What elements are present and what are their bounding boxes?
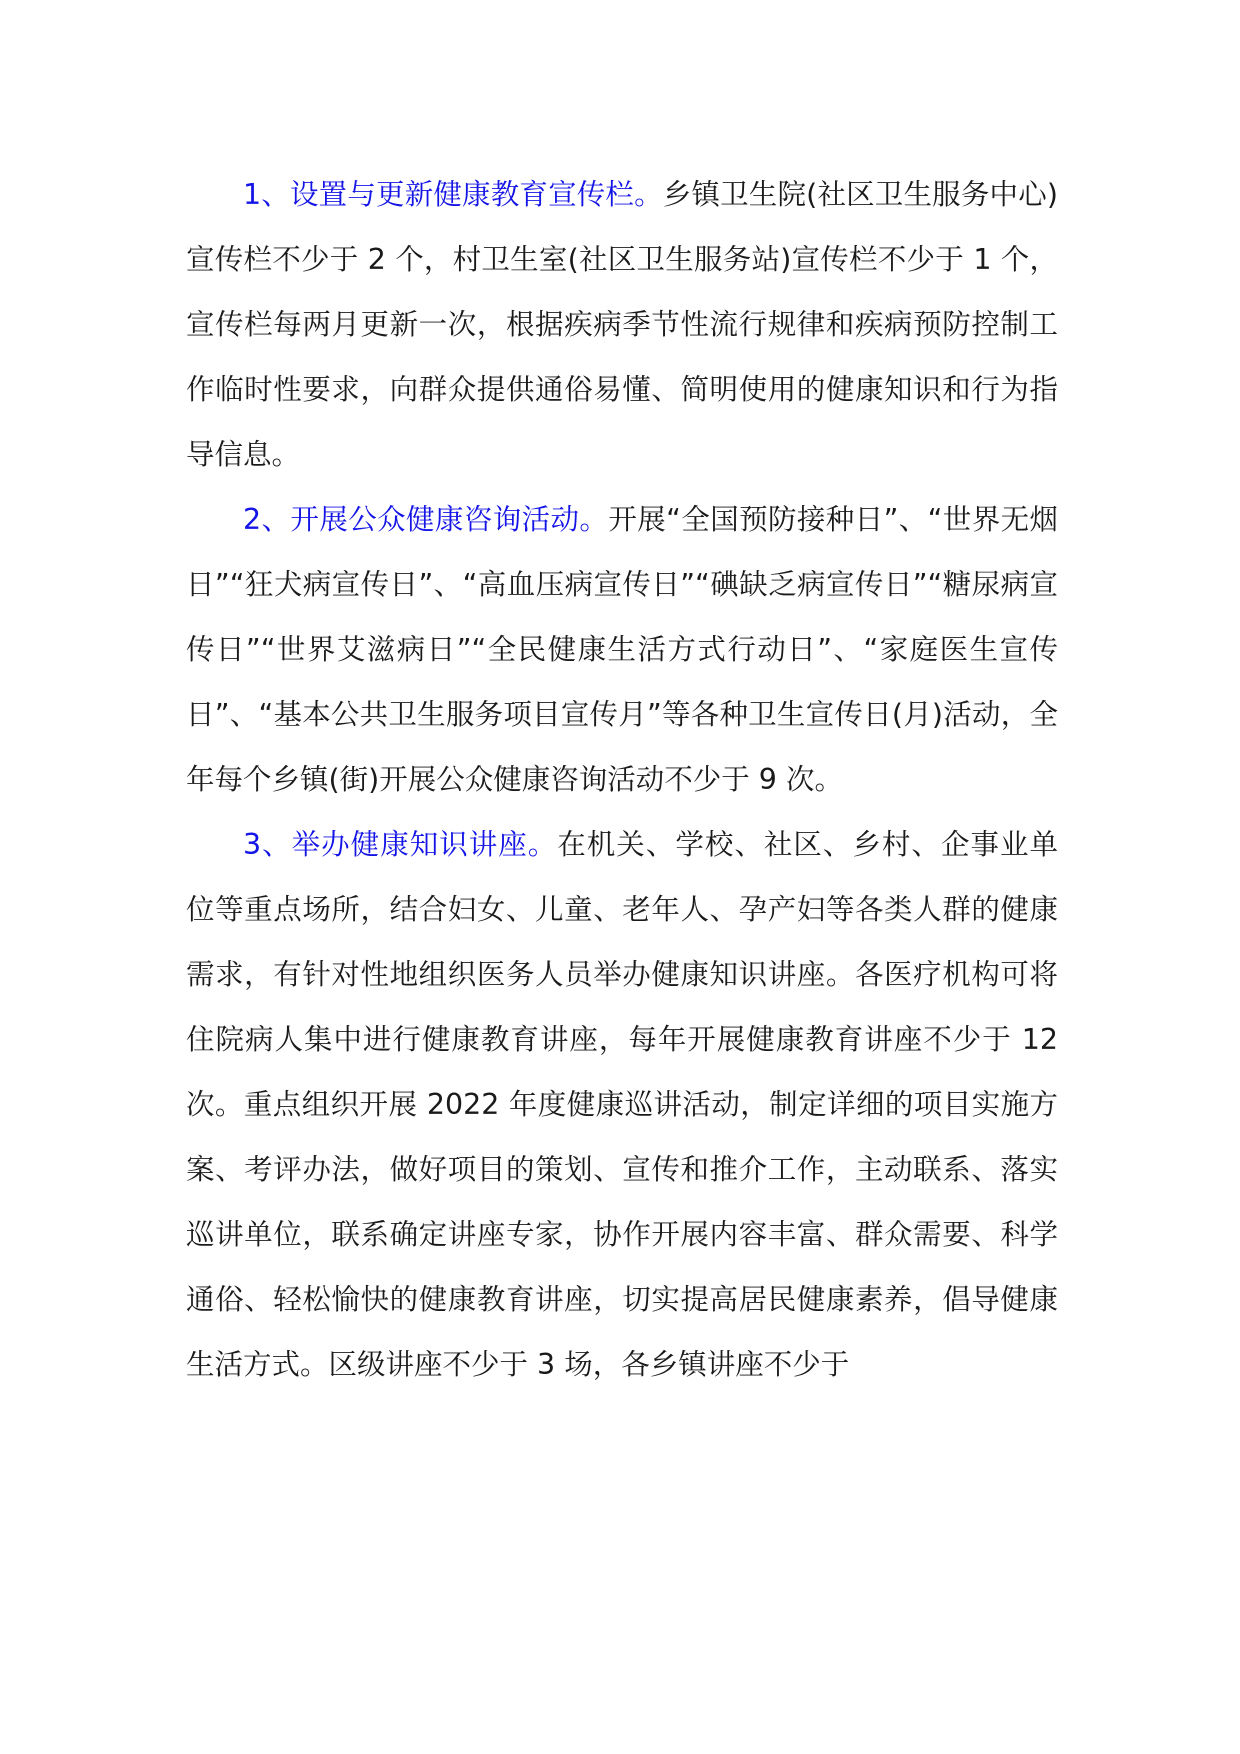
document-body [186,162,1058,1397]
section-1-body: 乡镇卫生院(社区卫生服务中心)宣传栏不少于 2 个，村卫生室(社区卫生服务站)宣传栏不少于 1 个，宣传栏每两月更新一次，根据疾病季节性流行规律和疾病预防控制工作临时性要求，向群众提供通俗易懂、简明使用的健康知识和行为指导信息。 [186,178,1058,471]
section-2-heading: 2、开展公众健康咨询活动。 [243,503,609,536]
section-2-paragraph [186,487,1058,812]
section-3-body: 在机关、学校、社区、乡村、企事业单位等重点场所，结合妇女、儿童、老年人、孕产妇等各类人群的健康需求，有针对性地组织医务人员举办健康知识讲座。各医疗机构可将住院病人集中进行健康教育讲座，每年开展健康教育讲座不少于 12 次。重点组织开展 2022 年度健康巡讲活动，制定详细的项目实施方案、考评办法，做好项目的策划、宣传和推介工作，主动联系、落实巡讲单位，联系确定讲座专家，协作开展内容丰富、群众需要、科学通俗、轻松愉快的健康教育讲座，切实提高居民健康素养，倡导健康生活方式。区级讲座不少于 3 场，各乡镇讲座不少于 [186,828,1058,1381]
section-3-heading: 3、举办健康知识讲座。 [243,828,558,861]
section-1-paragraph [186,162,1058,487]
section-1-heading: 1、设置与更新健康教育宣传栏。 [243,178,663,211]
section-3-paragraph [186,812,1058,1397]
section-2-body: 开展“全国预防接种日”、“世界无烟日”“狂犬病宣传日”、“高血压病宣传日”“碘缺乏病宣传日”“糖尿病宣传日”“世界艾滋病日”“全民健康生活方式行动日”、“家庭医生宣传日”、“基本公共卫生服务项目宣传月”等各种卫生宣传日(月)活动，全年每个乡镇(街)开展公众健康咨询活动不少于 9 次。 [186,503,1059,796]
